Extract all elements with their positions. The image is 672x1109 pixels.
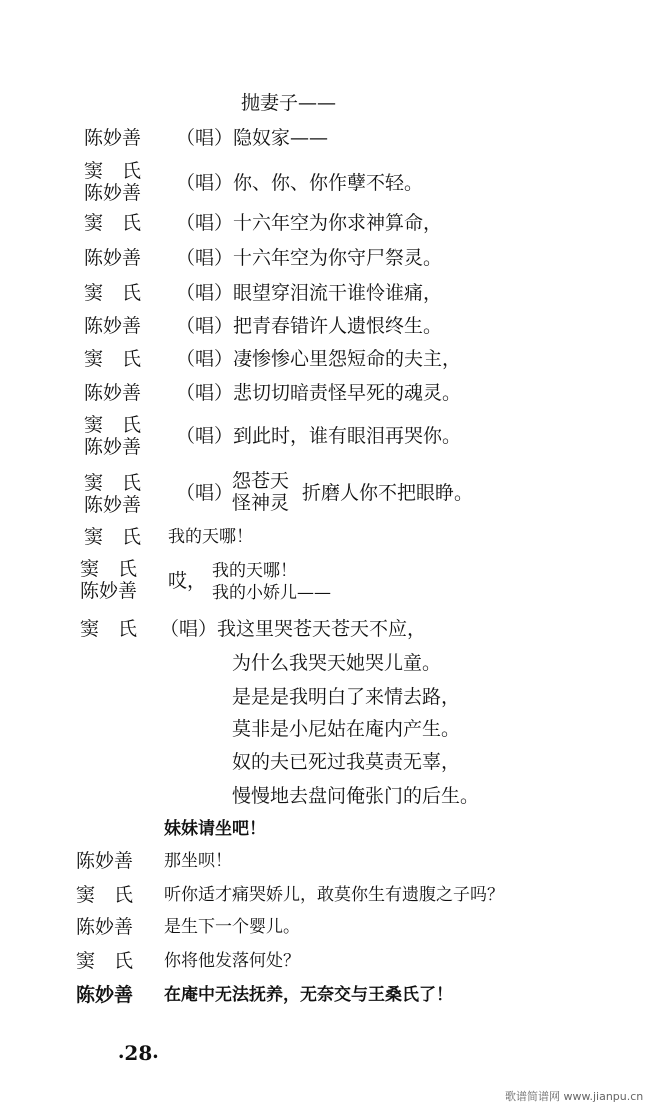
speaker: 陈妙善 [84, 494, 142, 516]
dot-icon: • [118, 1052, 125, 1063]
speaker: 窦 氏 [80, 618, 138, 640]
verse-line: 慢慢地去盘问俺张门的后生。 [232, 785, 480, 807]
speaker: 窦 氏 [84, 472, 142, 494]
speaker: 陈妙善 [76, 916, 134, 938]
speaker: 窦 氏 [84, 414, 142, 436]
speaker: 窦 氏 [80, 558, 138, 580]
line-text: 折磨人你不把眼睁。 [302, 482, 474, 504]
speaker: 窦 氏 [76, 884, 134, 906]
dot-icon: • [152, 1052, 159, 1063]
line-text: （唱）隐奴家—— [176, 127, 329, 149]
verse-line: 为什么我哭天她哭儿童。 [232, 652, 442, 674]
verse-line: 是是是我明白了来情去路， [232, 686, 461, 708]
line-text: （唱）把青春错许人遗恨终生。 [176, 315, 443, 337]
line-text: 那坐呗！ [164, 851, 232, 871]
speaker: 窦 氏 [84, 282, 142, 304]
stacked-line: 怨苍天 [232, 470, 290, 492]
stacked-line: 我的小娇儿—— [212, 583, 331, 603]
line-text: 是生下一个婴儿。 [164, 917, 300, 937]
speaker: 窦 氏 [76, 950, 134, 972]
line-text: （唱）十六年空为你守尸祭灵。 [176, 247, 443, 269]
speaker: 陈妙善 [84, 247, 142, 269]
speaker: 陈妙善 [76, 850, 134, 872]
line-prefix: 哎， [168, 570, 207, 592]
spoken-line: 妹妹请坐吧！ [164, 819, 266, 839]
line-text: （唱）到此时，谁有眼泪再哭你。 [176, 425, 462, 447]
speaker: 陈妙善 [84, 127, 142, 149]
line-text: （唱）眼望穿泪流干谁怜谁痛， [176, 282, 443, 304]
heading: 抛妻子—— [241, 92, 337, 114]
speaker: 陈妙善 [76, 984, 134, 1006]
line-text: （唱）我这里哭苍天苍天不应， [160, 618, 427, 640]
verse-line: 莫非是小尼姑在庵内产生。 [232, 718, 461, 740]
speaker: 陈妙善 [80, 580, 138, 602]
speaker: 窦 氏 [84, 160, 142, 182]
speaker: 陈妙善 [84, 382, 142, 404]
line-text: 在庵中无法抚养，无奈交与王桑氏了！ [164, 985, 453, 1005]
line-text: 我的天哪！ [168, 527, 253, 547]
line-text: 听你适才痛哭娇儿，敢莫你生有遗腹之子吗？ [164, 885, 504, 905]
line-text: （唱）十六年空为你求神算命， [176, 212, 443, 234]
line-text: （唱）凄惨惨心里怨短命的夫主， [176, 348, 462, 370]
line-prefix: （唱） [176, 482, 234, 504]
verse-line: 奴的夫已死过我莫责无辜， [232, 751, 461, 773]
stacked-line: 我的天哪！ [212, 561, 297, 581]
speaker: 陈妙善 [84, 182, 142, 204]
speaker: 陈妙善 [84, 436, 142, 458]
speaker: 窦 氏 [84, 348, 142, 370]
line-text: 你将他发落何处？ [164, 951, 300, 971]
watermark: 歌谱简谱网 www.jianpu.cn [505, 1090, 644, 1103]
speaker: 陈妙善 [84, 315, 142, 337]
line-text: （唱）悲切切暗责怪早死的魂灵。 [176, 382, 462, 404]
speaker: 窦 氏 [84, 526, 142, 548]
page-number: •28• [118, 1041, 159, 1065]
speaker: 窦 氏 [84, 212, 142, 234]
stacked-line: 怪神灵 [232, 492, 290, 514]
line-text: （唱）你、你、你作孽不轻。 [176, 172, 424, 194]
